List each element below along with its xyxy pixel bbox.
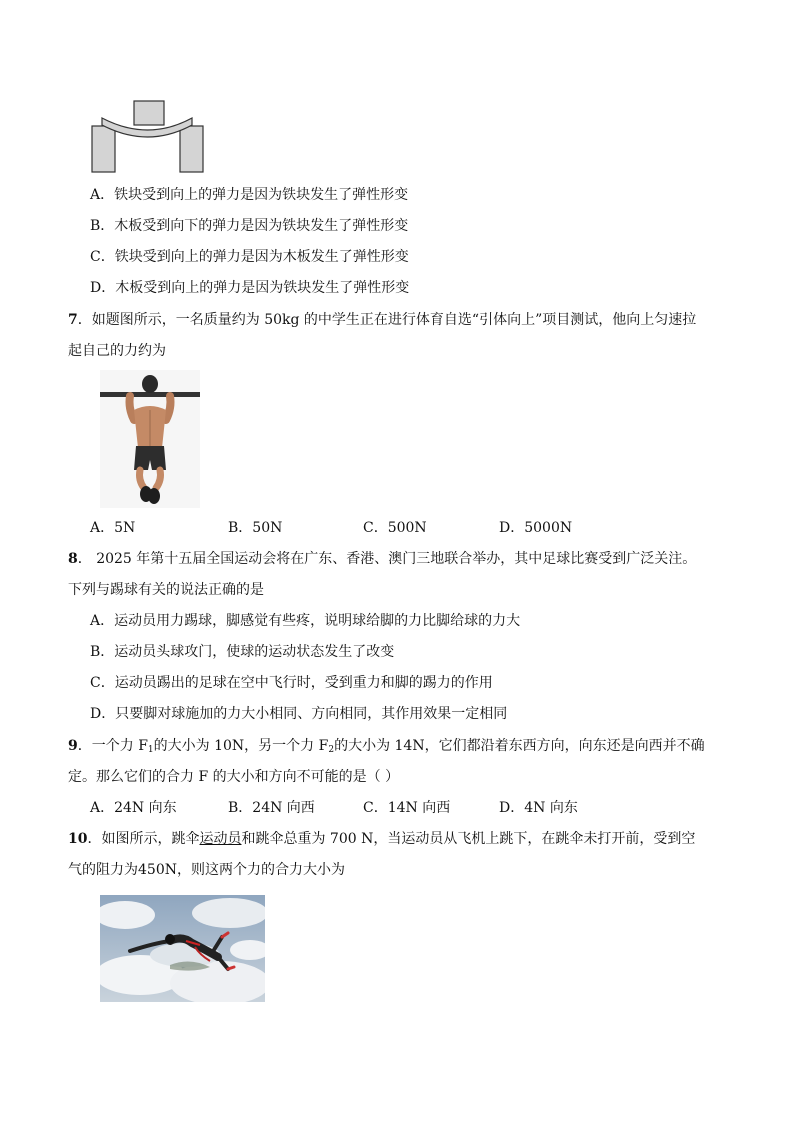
q10-number: 10: [68, 831, 88, 847]
q7-options-row: [0, 518, 794, 538]
q8-number: 8: [68, 551, 78, 567]
q6-option-d: D．木板受到向上的弹力是因为铁块发生了弹性形变: [90, 280, 410, 296]
q7-stem-line2: 起自己的力约为: [68, 343, 166, 359]
skydiver-photo: [100, 895, 265, 1002]
q7-option-d: D．5000N: [499, 520, 573, 536]
q8-option-d: D．只要脚对球施加的力大小相同、方向相同，其作用效果一定相同: [90, 706, 508, 722]
q7-option-a: A．5N: [90, 520, 136, 536]
q9-options-row: [0, 798, 794, 818]
q6-option-c: C．铁块受到向上的弹力是因为木板发生了弹性形变: [90, 249, 409, 265]
q9-option-d: D．4N 向东: [499, 800, 578, 816]
q10-stem-line2: 气的阻力为450N，则这两个力的合力大小为: [68, 862, 345, 878]
q6-option-a: A．铁块受到向上的弹力是因为铁块发生了弹性形变: [90, 187, 409, 203]
q9-option-a: A．24N 向东: [90, 800, 177, 816]
pull-up-figure: [100, 370, 200, 508]
q8-option-a: A．运动员用力踢球，脚感觉有些疼，说明球给脚的力比脚给球的力大: [90, 613, 521, 629]
q9-option-b: B．24N 向西: [228, 800, 315, 816]
block-on-board-figure: [88, 98, 208, 176]
q8-stem-line2: 下列与踢球有关的说法正确的是: [68, 582, 264, 598]
q8-option-c: C．运动员踢出的足球在空中飞行时，受到重力和脚的踢力的作用: [90, 675, 493, 691]
q8-option-b: B．运动员头球攻门，使球的运动状态发生了改变: [90, 644, 395, 660]
q9-stem-line1: 9．一个力 $F_1$的大小为 10N，另一个力 $F_2$的大小为 14N，它们都沿着东西方向，向东还是向西并不确: [68, 738, 705, 755]
q8-stem-line1: 8． 2025 年第十五届全国运动会将在广东、香港、澳门三地联合举办，其中足球比赛受到广泛关注。: [68, 551, 697, 567]
q10-stem-line1: 10．如图所示，跳伞运动员和跳伞总重为 700 N，当运动员从飞机上跳下，在跳伞未打开前，受到空: [68, 831, 696, 847]
q9-option-c: C．14N 向西: [363, 800, 451, 816]
q7-option-b: B．50N: [228, 520, 283, 536]
q7-option-c: C．500N: [363, 520, 427, 536]
q7-stem-line1: 7．如题图所示，一名质量约为 50kg 的中学生正在进行体育自选“引体向上”项目测试，他向上匀速拉: [68, 312, 697, 328]
q6-option-b: B．木板受到向下的弹力是因为铁块发生了弹性形变: [90, 218, 409, 234]
q9-stem-line2: 定。那么它们的合力 F 的大小和方向不可能的是（ ）: [68, 769, 400, 785]
q7-number: 7: [68, 312, 78, 328]
q9-number: 9: [68, 738, 78, 754]
